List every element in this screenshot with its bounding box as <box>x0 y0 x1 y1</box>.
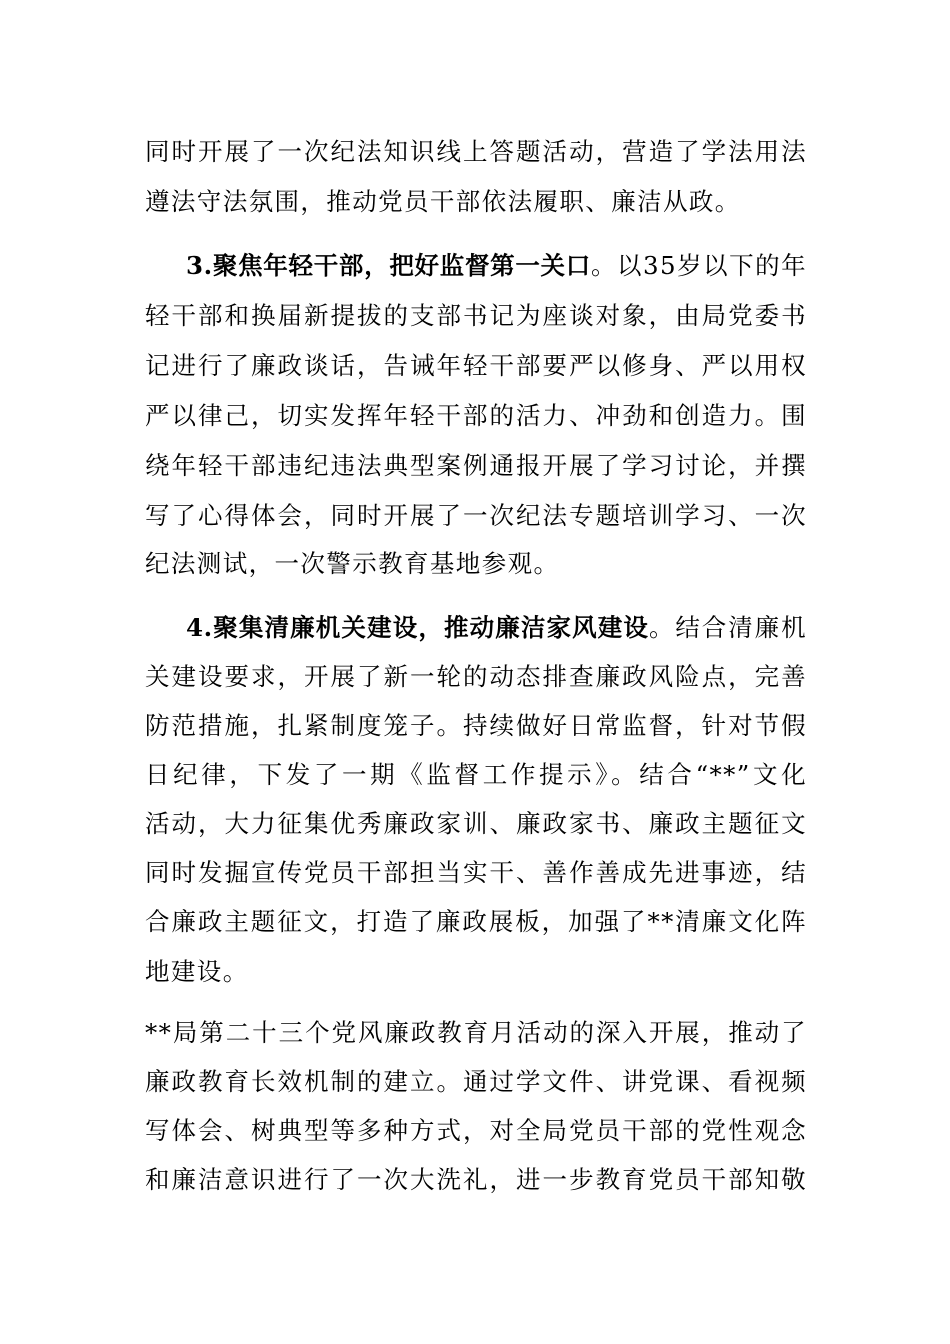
paragraph-2-line-1 <box>186 248 807 284</box>
paragraph-2-line-6: 写了心得体会，同时开展了一次纪法专题培训学习、一次 <box>145 501 807 530</box>
paragraph-2-heading: 3.聚焦年轻干部，把好监督第一关口 <box>186 251 591 280</box>
paragraph-4-line-2: 廉政教育长效机制的建立。通过学文件、讲党课、看视频 <box>145 1067 807 1096</box>
paragraph-2-line-2: 轻干部和换届新提拔的支部书记为座谈对象，由局党委书 <box>145 301 807 330</box>
paragraph-1-line-2: 遵法守法氛围，推动党员干部依法履职、廉洁从政。 <box>145 187 741 216</box>
paragraph-2-line-7: 纪法测试，一次警示教育基地参观。 <box>145 549 560 578</box>
paragraph-1-line-1: 同时开展了一次纪法知识线上答题活动，营造了学法用法 <box>145 137 807 166</box>
paragraph-4-line-3: 写体会、树典型等多种方式，对全局党员干部的党性观念 <box>145 1116 807 1145</box>
paragraph-2-line-4: 严以律己，切实发挥年轻干部的活力、冲劲和创造力。围 <box>145 401 807 430</box>
paragraph-3-line-8: 地建设。 <box>145 957 249 986</box>
paragraph-2-line-5: 绕年轻干部违纪违法典型案例通报开展了学习讨论，并撰 <box>145 451 807 480</box>
paragraph-3-line-7: 合廉政主题征文，打造了廉政展板，加强了**清廉文化阵 <box>145 907 807 936</box>
paragraph-2-line-3: 记进行了廉政谈话，告诫年轻干部要严以修身、严以用权 <box>145 351 807 380</box>
paragraph-3-line-3: 防范措施，扎紧制度笼子。持续做好日常监督，针对节假 <box>145 711 807 740</box>
paragraph-3-line-1 <box>186 610 807 646</box>
paragraph-2-first-line-rest: 。以35岁以下的年 <box>590 251 808 280</box>
paragraph-3-first-line-rest: 。结合清廉机 <box>648 613 807 642</box>
paragraph-3-heading: 4.聚集清廉机关建设，推动廉洁家风建设 <box>186 613 649 642</box>
paragraph-3-line-5: 活动，大力征集优秀廉政家训、廉政家书、廉政主题征文 <box>145 809 807 838</box>
paragraph-3-line-4: 日纪律，下发了一期《监督工作提示》。结合“**”文化 <box>145 760 807 789</box>
paragraph-4-line-1: **局第二十三个党风廉政教育月活动的深入开展，推动了 <box>145 1018 807 1047</box>
paragraph-3-line-2: 关建设要求，开展了新一轮的动态排查廉政风险点，完善 <box>145 662 807 691</box>
paragraph-4-line-4: 和廉洁意识进行了一次大洗礼，进一步教育党员干部知敬 <box>145 1165 807 1194</box>
paragraph-3-line-6: 同时发掘宣传党员干部担当实干、善作善成先进事迹，结 <box>145 858 807 887</box>
